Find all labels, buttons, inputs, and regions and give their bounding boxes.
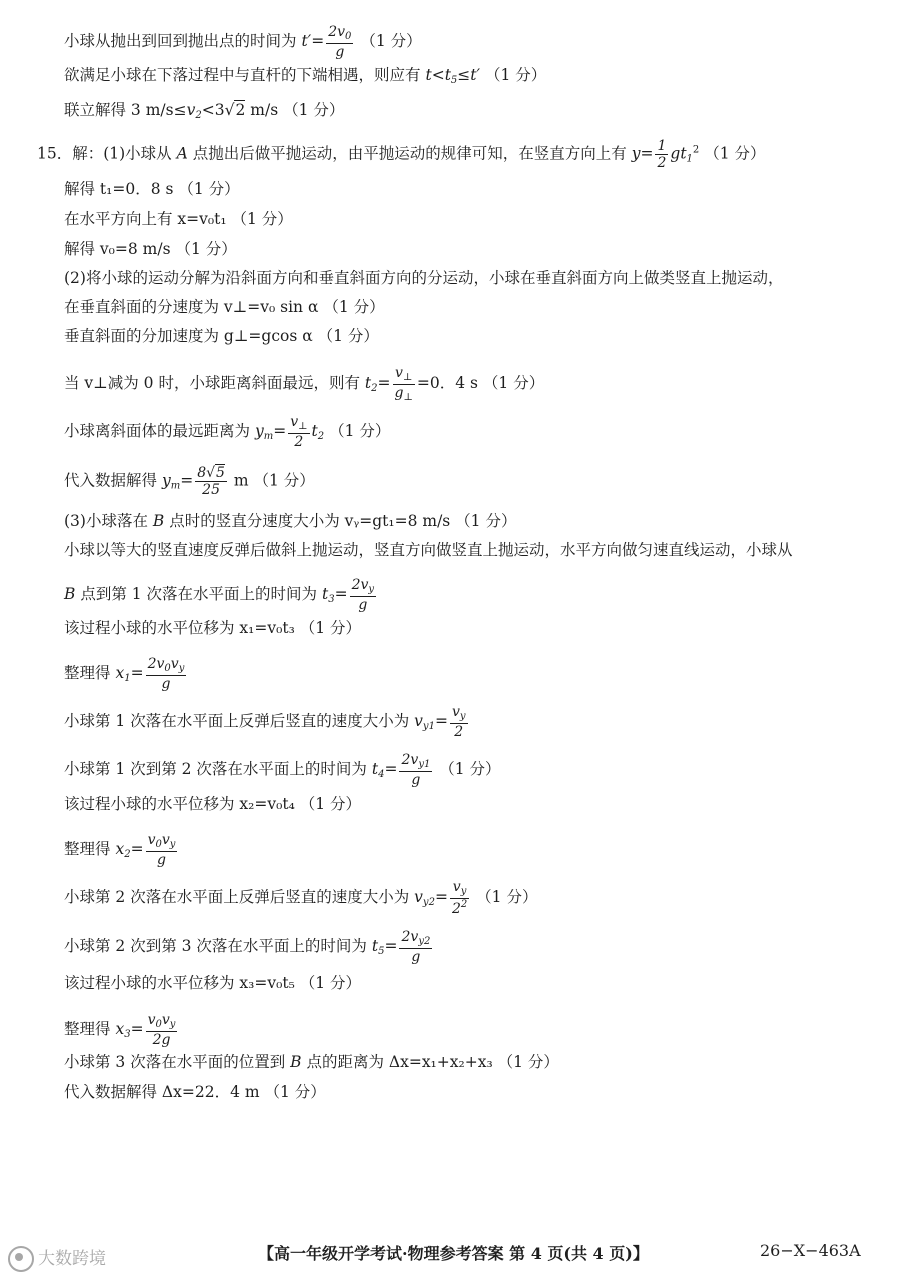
fraction: $\frac{v_\perp}{g_\perp}$ bbox=[394, 365, 413, 403]
line-6: 在水平方向上有 x=v₀t₁ （1 分） bbox=[64, 210, 293, 228]
line-17: 该过程小球的水平位移为 x₁=v₀t₃ （1 分） bbox=[64, 619, 361, 637]
line-10: 垂直斜面的分加速度为 g⊥=gcos α （1 分） bbox=[64, 327, 379, 345]
line-11: 当 v⊥减为 0 时，小球距离斜面最远，则有 $t_2=$ $\frac{v_\perp}{g_\perp}$ =0．4 s （1 分） bbox=[64, 365, 545, 403]
watermark bbox=[8, 1244, 106, 1272]
line-24: 小球第 2 次到第 3 次落在水平面上的时间为 $t_5=$ $\frac{2v_{y2}}{g}$ bbox=[64, 929, 431, 965]
fraction: $\frac{2v_0v_y}{g}$ bbox=[147, 656, 185, 692]
line-18: 整理得 $x_1=$ $\frac{2v_0v_y}{g}$ bbox=[64, 656, 185, 692]
line-21: 该过程小球的水平位移为 x₂=v₀t₄ （1 分） bbox=[64, 795, 361, 813]
line-1: 小球从抛出到回到抛出点的时间为 t′= $\frac{2v_0}{g}$ （1 分） bbox=[64, 24, 422, 60]
line-16: B 点到第 1 次落在水平面上的时间为 $t_3=$ $\frac{2v_y}{g}$ bbox=[64, 577, 375, 613]
line-8: (2)将小球的运动分解为沿斜面方向和垂直斜面方向的分运动，小球在垂直斜面方向上做类竖直上抛运动， bbox=[64, 269, 784, 287]
footer-title: 【高一年级开学考试·物理参考答案 第 4 页(共 4 页)】 bbox=[258, 1244, 649, 1263]
footer-code: 26−X−463A bbox=[760, 1241, 861, 1260]
watermark-logo-icon bbox=[8, 1246, 34, 1272]
line-15: 小球以等大的竖直速度反弹后做斜上抛运动，竖直方向做竖直上抛运动，水平方向做匀速直线运动，小球从 bbox=[64, 541, 793, 559]
line-3: 联立解得 3 $m/s\le v_2<3√2$ m/s （1 分） bbox=[64, 101, 345, 121]
fraction: $\frac{2v_{y2}}{g}$ bbox=[401, 929, 431, 965]
fraction: $\frac{v_0v_y}{g}$ bbox=[147, 832, 176, 868]
line-28: 代入数据解得 Δx=22．4 m （1 分） bbox=[64, 1083, 326, 1101]
fraction: $\frac{v_0v_y}{2g}$ bbox=[147, 1012, 176, 1048]
fraction: $\frac{v_y}{2}$ bbox=[451, 704, 466, 740]
line-2: 欲满足小球在下落过程中与直杆的下端相遇，则应有 $t<t_5\le t'$ （1 分） bbox=[64, 66, 547, 86]
fraction: $\frac{v_y}{2^2}$ bbox=[451, 879, 468, 917]
line-13: 代入数据解得 $y_m=$ $\frac{8√5}{25}$ m （1 分） bbox=[64, 465, 315, 499]
fraction: $\frac{v_\perp}{2}$ bbox=[290, 414, 308, 450]
fraction: $\frac{2v_0}{g}$ bbox=[328, 24, 352, 60]
question-15-heading: 15．解：(1)小球从 A 点抛出后做平抛运动，由平抛运动的规律可知，在竖直方向上有 y= $\frac{1}{2}$ $gt_1^2$ （1 分） bbox=[37, 138, 766, 172]
line-22: 整理得 $x_2=$ $\frac{v_0v_y}{g}$ bbox=[64, 832, 176, 868]
fraction: $\frac{2v_y}{g}$ bbox=[351, 577, 375, 613]
line-26: 整理得 $x_3=$ $\frac{v_0v_y}{2g}$ bbox=[64, 1012, 176, 1048]
watermark-text: 大数跨境 bbox=[38, 1249, 106, 1269]
line-19: 小球第 1 次落在水平面上反弹后竖直的速度大小为 $v_{y1}=$ $\frac{v_y}{2}$ bbox=[64, 704, 466, 740]
line-23: 小球第 2 次落在水平面上反弹后竖直的速度大小为 $v_{y2}=$ $\frac{v_y}{2^2}$ （1 分） bbox=[64, 879, 538, 917]
line-20: 小球第 1 次到第 2 次落在水平面上的时间为 $t_4=$ $\frac{2v_{y1}}{g}$ （1 分） bbox=[64, 752, 501, 788]
line-9: 在垂直斜面的分速度为 v⊥=v₀ sin α （1 分） bbox=[64, 298, 385, 316]
line-5: 解得 t₁=0．8 s （1 分） bbox=[64, 180, 240, 198]
line-25: 该过程小球的水平位移为 x₃=v₀t₅ （1 分） bbox=[64, 974, 361, 992]
line-12: 小球离斜面体的最远距离为 $y_m=$ $\frac{v_\perp}{2}$ $t_2$ （1 分） bbox=[64, 414, 391, 450]
line-7: 解得 v₀=8 m/s （1 分） bbox=[64, 240, 237, 258]
fraction: $\frac{1}{2}$ bbox=[657, 138, 667, 172]
fraction: $\frac{8√5}{25}$ bbox=[197, 465, 225, 499]
line-14: (3)小球落在 B 点时的竖直分速度大小为 vᵧ=gt₁=8 m/s （1 分） bbox=[64, 512, 517, 530]
fraction: $\frac{2v_{y1}}{g}$ bbox=[401, 752, 431, 788]
line-27: 小球第 3 次落在水平面的位置到 B 点的距离为 Δx=x₁+x₂+x₃ （1 分） bbox=[64, 1053, 559, 1071]
